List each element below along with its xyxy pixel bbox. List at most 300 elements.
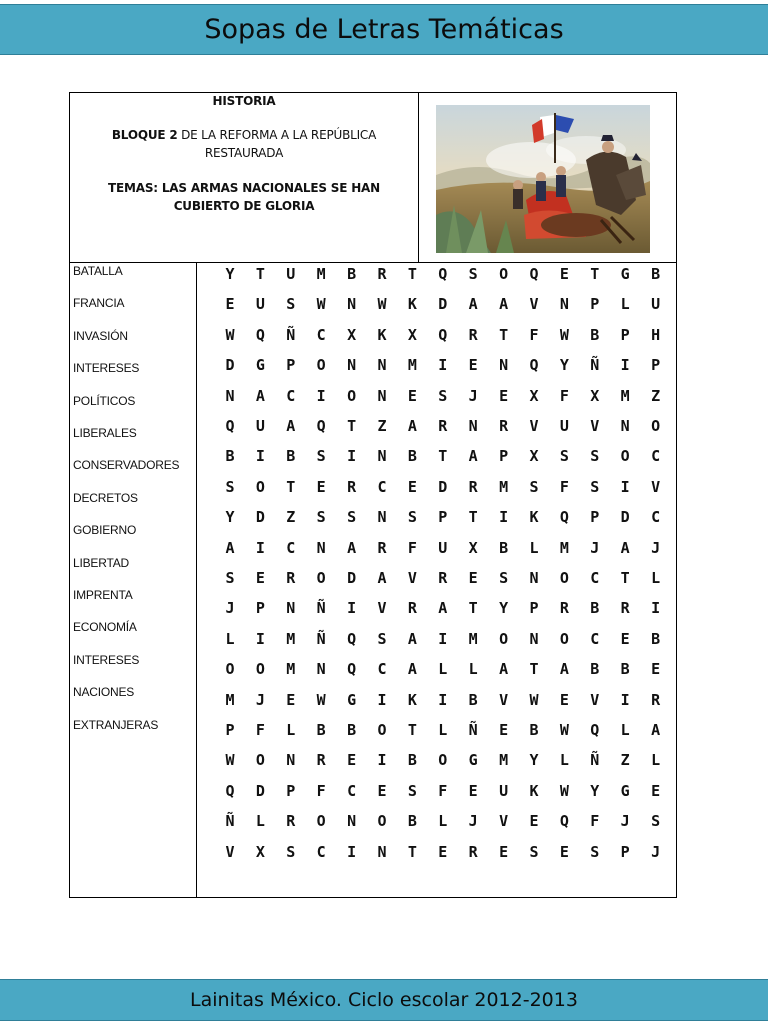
grid-letter[interactable]: J bbox=[590, 538, 600, 557]
grid-letter[interactable]: T bbox=[347, 417, 357, 435]
grid-letter[interactable]: A bbox=[559, 660, 569, 679]
grid-letter[interactable]: B bbox=[620, 660, 630, 679]
grid-letter[interactable]: B bbox=[407, 751, 417, 770]
grid-letter[interactable]: N bbox=[529, 569, 539, 587]
grid-letter[interactable]: P bbox=[286, 356, 296, 375]
grid-letter[interactable]: R bbox=[316, 751, 326, 770]
grid-letter[interactable]: K bbox=[407, 295, 417, 314]
grid-letter[interactable]: R bbox=[499, 417, 509, 435]
grid-letter[interactable]: K bbox=[529, 781, 539, 800]
grid-letter[interactable]: C bbox=[377, 477, 387, 496]
grid-letter[interactable]: S bbox=[286, 295, 296, 314]
grid-letter[interactable]: E bbox=[407, 386, 417, 405]
grid-letter[interactable]: C bbox=[590, 629, 600, 648]
grid-letter[interactable]: E bbox=[316, 477, 326, 496]
grid-letter[interactable]: I bbox=[620, 356, 630, 375]
grid-letter[interactable]: E bbox=[559, 265, 569, 283]
grid-letter[interactable]: A bbox=[499, 295, 509, 314]
grid-letter[interactable]: H bbox=[651, 325, 661, 344]
grid-letter[interactable]: R bbox=[347, 477, 357, 496]
grid-letter[interactable]: B bbox=[347, 721, 357, 739]
grid-letter[interactable]: S bbox=[590, 447, 600, 466]
grid-letter[interactable]: P bbox=[438, 508, 448, 527]
grid-letter[interactable]: I bbox=[620, 477, 630, 496]
grid-letter[interactable]: R bbox=[620, 599, 630, 618]
grid-letter[interactable]: J bbox=[651, 538, 661, 557]
grid-letter[interactable]: O bbox=[377, 721, 387, 739]
grid-letter[interactable]: A bbox=[407, 660, 417, 679]
grid-letter[interactable]: A bbox=[438, 599, 448, 618]
grid-letter[interactable]: P bbox=[590, 508, 600, 527]
grid-letter[interactable]: I bbox=[316, 386, 326, 405]
grid-letter[interactable]: W bbox=[225, 325, 235, 344]
grid-letter[interactable]: M bbox=[499, 477, 509, 496]
grid-letter[interactable]: B bbox=[651, 265, 661, 283]
grid-letter[interactable]: Ñ bbox=[286, 325, 296, 344]
grid-letter[interactable]: O bbox=[499, 629, 509, 648]
grid-letter[interactable]: Z bbox=[651, 386, 661, 405]
grid-letter[interactable]: M bbox=[316, 265, 326, 283]
grid-letter[interactable]: O bbox=[438, 751, 448, 770]
grid-letter[interactable]: M bbox=[225, 690, 235, 709]
grid-letter[interactable]: T bbox=[529, 660, 539, 679]
grid-letter[interactable]: S bbox=[438, 386, 448, 405]
grid-letter[interactable]: F bbox=[438, 781, 448, 800]
grid-letter[interactable]: B bbox=[590, 599, 600, 618]
grid-letter[interactable]: S bbox=[407, 508, 417, 527]
grid-letter[interactable]: N bbox=[377, 842, 387, 861]
grid-letter[interactable]: T bbox=[255, 265, 265, 283]
grid-letter[interactable]: O bbox=[316, 356, 326, 375]
grid-letter[interactable]: V bbox=[590, 690, 600, 709]
grid-letter[interactable]: J bbox=[651, 842, 661, 861]
grid-letter[interactable]: I bbox=[255, 538, 265, 557]
grid-letter[interactable]: L bbox=[225, 629, 235, 648]
grid-letter[interactable]: O bbox=[377, 812, 387, 831]
grid-letter[interactable]: L bbox=[286, 721, 296, 739]
grid-letter[interactable]: L bbox=[620, 295, 630, 314]
grid-letter[interactable]: B bbox=[316, 721, 326, 739]
grid-letter[interactable]: X bbox=[529, 447, 539, 466]
grid-letter[interactable]: I bbox=[438, 629, 448, 648]
grid-letter[interactable]: S bbox=[377, 629, 387, 648]
grid-letter[interactable]: O bbox=[651, 417, 661, 435]
grid-letter[interactable]: O bbox=[255, 660, 265, 679]
grid-letter[interactable]: O bbox=[559, 569, 569, 587]
grid-letter[interactable]: X bbox=[468, 538, 478, 557]
grid-letter[interactable]: Q bbox=[316, 417, 326, 435]
grid-letter[interactable]: E bbox=[651, 781, 661, 800]
grid-letter[interactable]: Ñ bbox=[316, 629, 326, 648]
grid-letter[interactable]: C bbox=[286, 538, 296, 557]
grid-letter[interactable]: B bbox=[468, 690, 478, 709]
grid-letter[interactable]: F bbox=[590, 812, 600, 831]
grid-letter[interactable]: S bbox=[225, 477, 235, 496]
grid-letter[interactable]: C bbox=[377, 660, 387, 679]
grid-letter[interactable]: A bbox=[407, 629, 417, 648]
grid-letter[interactable]: Ñ bbox=[316, 599, 326, 618]
grid-letter[interactable]: M bbox=[499, 751, 509, 770]
grid-letter[interactable]: C bbox=[651, 508, 661, 527]
grid-letter[interactable]: N bbox=[377, 386, 387, 405]
grid-letter[interactable]: B bbox=[407, 812, 417, 831]
grid-letter[interactable]: N bbox=[529, 629, 539, 648]
grid-letter[interactable]: E bbox=[620, 629, 630, 648]
grid-letter[interactable]: T bbox=[438, 447, 448, 466]
grid-letter[interactable]: E bbox=[499, 721, 509, 739]
grid-letter[interactable]: Ñ bbox=[590, 751, 600, 770]
grid-letter[interactable]: S bbox=[590, 477, 600, 496]
grid-letter[interactable]: Q bbox=[438, 265, 448, 283]
grid-letter[interactable]: E bbox=[407, 477, 417, 496]
grid-letter[interactable]: Y bbox=[529, 751, 539, 770]
grid-letter[interactable]: Q bbox=[559, 812, 569, 831]
grid-letter[interactable]: O bbox=[255, 477, 265, 496]
grid-letter[interactable]: I bbox=[377, 751, 387, 770]
grid-letter[interactable]: N bbox=[620, 417, 630, 435]
grid-letter[interactable]: B bbox=[651, 629, 661, 648]
grid-letter[interactable]: T bbox=[590, 265, 600, 283]
grid-letter[interactable]: A bbox=[468, 295, 478, 314]
grid-letter[interactable]: L bbox=[620, 721, 630, 739]
grid-letter[interactable]: O bbox=[316, 569, 326, 587]
grid-letter[interactable]: R bbox=[377, 265, 387, 283]
grid-letter[interactable]: D bbox=[255, 781, 265, 800]
grid-letter[interactable]: V bbox=[407, 569, 417, 587]
grid-letter[interactable]: Q bbox=[590, 721, 600, 739]
grid-letter[interactable]: Ñ bbox=[225, 812, 235, 831]
grid-letter[interactable]: B bbox=[499, 538, 509, 557]
grid-letter[interactable]: B bbox=[286, 447, 296, 466]
grid-letter[interactable]: B bbox=[590, 325, 600, 344]
grid-letter[interactable]: E bbox=[286, 690, 296, 709]
grid-letter[interactable]: Y bbox=[225, 508, 235, 527]
grid-letter[interactable]: N bbox=[377, 447, 387, 466]
grid-letter[interactable]: S bbox=[529, 842, 539, 861]
grid-letter[interactable]: V bbox=[499, 690, 509, 709]
grid-letter[interactable]: N bbox=[559, 295, 569, 314]
grid-letter[interactable]: N bbox=[316, 660, 326, 679]
grid-letter[interactable]: T bbox=[407, 721, 417, 739]
grid-letter[interactable]: W bbox=[377, 295, 387, 314]
grid-letter[interactable]: X bbox=[255, 842, 265, 861]
grid-letter[interactable]: N bbox=[347, 295, 357, 314]
grid-letter[interactable]: F bbox=[529, 325, 539, 344]
grid-letter[interactable]: T bbox=[407, 842, 417, 861]
grid-letter[interactable]: X bbox=[529, 386, 539, 405]
grid-letter[interactable]: P bbox=[225, 721, 235, 739]
grid-letter[interactable]: M bbox=[468, 629, 478, 648]
grid-letter[interactable]: P bbox=[620, 842, 630, 861]
grid-letter[interactable]: P bbox=[590, 295, 600, 314]
grid-letter[interactable]: G bbox=[468, 751, 478, 770]
grid-letter[interactable]: M bbox=[559, 538, 569, 557]
grid-letter[interactable]: Ñ bbox=[590, 356, 600, 375]
grid-letter[interactable]: B bbox=[407, 447, 417, 466]
grid-letter[interactable]: P bbox=[529, 599, 539, 618]
grid-letter[interactable]: X bbox=[590, 386, 600, 405]
grid-letter[interactable]: G bbox=[347, 690, 357, 709]
grid-letter[interactable]: Q bbox=[529, 265, 539, 283]
grid-letter[interactable]: T bbox=[468, 508, 478, 527]
grid-letter[interactable]: S bbox=[225, 569, 235, 587]
grid-letter[interactable]: O bbox=[620, 447, 630, 466]
grid-letter[interactable]: F bbox=[559, 386, 569, 405]
grid-letter[interactable]: Q bbox=[559, 508, 569, 527]
grid-letter[interactable]: M bbox=[286, 629, 296, 648]
grid-letter[interactable]: J bbox=[225, 599, 235, 618]
grid-letter[interactable]: S bbox=[590, 842, 600, 861]
grid-letter[interactable]: T bbox=[499, 325, 509, 344]
grid-letter[interactable]: A bbox=[286, 417, 296, 435]
grid-letter[interactable]: N bbox=[499, 356, 509, 375]
grid-letter[interactable]: R bbox=[407, 599, 417, 618]
grid-letter[interactable]: I bbox=[438, 690, 448, 709]
grid-letter[interactable]: B bbox=[529, 721, 539, 739]
grid-letter[interactable]: T bbox=[620, 569, 630, 587]
grid-letter[interactable]: J bbox=[468, 812, 478, 831]
grid-letter[interactable]: F bbox=[316, 781, 326, 800]
grid-letter[interactable]: L bbox=[559, 751, 569, 770]
grid-letter[interactable]: M bbox=[620, 386, 630, 405]
grid-letter[interactable]: J bbox=[468, 386, 478, 405]
grid-letter[interactable]: E bbox=[559, 690, 569, 709]
grid-letter[interactable]: I bbox=[377, 690, 387, 709]
grid-letter[interactable]: I bbox=[255, 447, 265, 466]
grid-letter[interactable]: C bbox=[590, 569, 600, 587]
grid-letter[interactable]: P bbox=[651, 356, 661, 375]
grid-letter[interactable]: C bbox=[316, 842, 326, 861]
grid-letter[interactable]: O bbox=[225, 660, 235, 679]
grid-letter[interactable]: L bbox=[438, 812, 448, 831]
grid-letter[interactable]: T bbox=[468, 599, 478, 618]
grid-letter[interactable]: D bbox=[438, 477, 448, 496]
grid-letter[interactable]: V bbox=[377, 599, 387, 618]
grid-letter[interactable]: G bbox=[620, 265, 630, 283]
grid-letter[interactable]: R bbox=[559, 599, 569, 618]
grid-letter[interactable]: X bbox=[347, 325, 357, 344]
grid-letter[interactable]: F bbox=[559, 477, 569, 496]
grid-letter[interactable]: D bbox=[620, 508, 630, 527]
grid-letter[interactable]: P bbox=[255, 599, 265, 618]
grid-letter[interactable]: B bbox=[347, 265, 357, 283]
grid-letter[interactable]: G bbox=[620, 781, 630, 800]
grid-letter[interactable]: J bbox=[255, 690, 265, 709]
grid-letter[interactable]: R bbox=[468, 477, 478, 496]
grid-letter[interactable]: V bbox=[651, 477, 661, 496]
grid-letter[interactable]: N bbox=[468, 417, 478, 435]
grid-letter[interactable]: E bbox=[347, 751, 357, 770]
grid-letter[interactable]: A bbox=[255, 386, 265, 405]
grid-letter[interactable]: E bbox=[499, 386, 509, 405]
grid-letter[interactable]: O bbox=[347, 386, 357, 405]
grid-letter[interactable]: E bbox=[468, 356, 478, 375]
grid-letter[interactable]: B bbox=[590, 660, 600, 679]
grid-letter[interactable]: E bbox=[438, 842, 448, 861]
grid-letter[interactable]: N bbox=[347, 812, 357, 831]
grid-letter[interactable]: N bbox=[377, 356, 387, 375]
grid-letter[interactable]: F bbox=[407, 538, 417, 557]
grid-letter[interactable]: A bbox=[347, 538, 357, 557]
grid-letter[interactable]: A bbox=[651, 721, 661, 739]
grid-letter[interactable]: S bbox=[286, 842, 296, 861]
grid-letter[interactable]: A bbox=[499, 660, 509, 679]
grid-letter[interactable]: L bbox=[468, 660, 478, 679]
grid-letter[interactable]: L bbox=[438, 721, 448, 739]
grid-letter[interactable]: R bbox=[377, 538, 387, 557]
grid-letter[interactable]: L bbox=[438, 660, 448, 679]
grid-letter[interactable]: Q bbox=[347, 629, 357, 648]
grid-letter[interactable]: N bbox=[286, 599, 296, 618]
grid-letter[interactable]: W bbox=[559, 325, 569, 344]
grid-letter[interactable]: E bbox=[468, 569, 478, 587]
grid-letter[interactable]: I bbox=[438, 356, 448, 375]
grid-letter[interactable]: N bbox=[347, 356, 357, 375]
grid-letter[interactable]: E bbox=[651, 660, 661, 679]
grid-letter[interactable]: Z bbox=[620, 751, 630, 770]
grid-letter[interactable]: S bbox=[559, 447, 569, 466]
grid-letter[interactable]: V bbox=[529, 417, 539, 435]
grid-letter[interactable]: E bbox=[559, 842, 569, 861]
grid-letter[interactable]: C bbox=[286, 386, 296, 405]
grid-letter[interactable]: E bbox=[255, 569, 265, 587]
grid-letter[interactable]: S bbox=[529, 477, 539, 496]
grid-letter[interactable]: E bbox=[468, 781, 478, 800]
grid-letter[interactable]: N bbox=[286, 751, 296, 770]
grid-letter[interactable]: A bbox=[225, 538, 235, 557]
grid-letter[interactable]: L bbox=[651, 569, 661, 587]
grid-letter[interactable]: T bbox=[407, 265, 417, 283]
grid-letter[interactable]: N bbox=[377, 508, 387, 527]
grid-letter[interactable]: D bbox=[438, 295, 448, 314]
grid-letter[interactable]: F bbox=[255, 721, 265, 739]
grid-letter[interactable]: C bbox=[651, 447, 661, 466]
grid-letter[interactable]: I bbox=[651, 599, 661, 618]
grid-letter[interactable]: Q bbox=[225, 781, 235, 800]
grid-letter[interactable]: V bbox=[499, 812, 509, 831]
grid-letter[interactable]: Q bbox=[255, 325, 265, 344]
grid-letter[interactable]: P bbox=[620, 325, 630, 344]
grid-letter[interactable]: K bbox=[529, 508, 539, 527]
grid-letter[interactable]: S bbox=[407, 781, 417, 800]
grid-letter[interactable]: V bbox=[590, 417, 600, 435]
grid-letter[interactable]: U bbox=[438, 538, 448, 557]
grid-letter[interactable]: S bbox=[468, 265, 478, 283]
grid-letter[interactable]: Q bbox=[347, 660, 357, 679]
grid-letter[interactable]: A bbox=[377, 569, 387, 587]
grid-letter[interactable]: L bbox=[529, 538, 539, 557]
grid-letter[interactable]: E bbox=[529, 812, 539, 831]
grid-letter[interactable]: S bbox=[347, 508, 357, 527]
grid-letter[interactable]: W bbox=[316, 295, 326, 314]
grid-letter[interactable]: Q bbox=[529, 356, 539, 375]
grid-letter[interactable]: Ñ bbox=[468, 721, 478, 739]
grid-letter[interactable]: D bbox=[347, 569, 357, 587]
grid-letter[interactable]: L bbox=[255, 812, 265, 831]
grid-letter[interactable]: R bbox=[438, 569, 448, 587]
grid-letter[interactable]: A bbox=[620, 538, 630, 557]
grid-letter[interactable]: E bbox=[225, 295, 235, 314]
grid-letter[interactable]: D bbox=[255, 508, 265, 527]
grid-letter[interactable]: E bbox=[377, 781, 387, 800]
grid-letter[interactable]: W bbox=[529, 690, 539, 709]
grid-letter[interactable]: K bbox=[407, 690, 417, 709]
grid-letter[interactable]: D bbox=[225, 356, 235, 375]
grid-letter[interactable]: Y bbox=[499, 599, 509, 618]
grid-letter[interactable]: R bbox=[651, 690, 661, 709]
grid-letter[interactable]: Y bbox=[225, 265, 235, 283]
grid-letter[interactable]: S bbox=[651, 812, 661, 831]
grid-letter[interactable]: J bbox=[620, 812, 630, 831]
grid-letter[interactable]: U bbox=[559, 417, 569, 435]
grid-letter[interactable]: N bbox=[316, 538, 326, 557]
grid-letter[interactable]: W bbox=[316, 690, 326, 709]
grid-letter[interactable]: V bbox=[225, 842, 235, 861]
grid-letter[interactable]: W bbox=[559, 781, 569, 800]
grid-letter[interactable]: R bbox=[468, 325, 478, 344]
grid-letter[interactable]: R bbox=[468, 842, 478, 861]
grid-letter[interactable]: B bbox=[225, 447, 235, 466]
grid-letter[interactable]: Y bbox=[559, 356, 569, 375]
grid-letter[interactable]: U bbox=[255, 417, 265, 435]
grid-letter[interactable]: Z bbox=[377, 417, 387, 435]
grid-letter[interactable]: M bbox=[286, 660, 296, 679]
grid-letter[interactable]: W bbox=[559, 721, 569, 739]
grid-letter[interactable]: Q bbox=[438, 325, 448, 344]
grid-letter[interactable]: P bbox=[499, 447, 509, 466]
grid-letter[interactable]: O bbox=[316, 812, 326, 831]
grid-letter[interactable]: R bbox=[286, 812, 296, 831]
grid-letter[interactable]: K bbox=[377, 325, 387, 344]
grid-letter[interactable]: O bbox=[559, 629, 569, 648]
grid-letter[interactable]: E bbox=[499, 842, 509, 861]
grid-letter[interactable]: I bbox=[347, 599, 357, 618]
grid-letter[interactable]: U bbox=[286, 265, 296, 283]
grid-letter[interactable]: I bbox=[499, 508, 509, 527]
grid-letter[interactable]: A bbox=[468, 447, 478, 466]
grid-letter[interactable]: L bbox=[651, 751, 661, 770]
grid-letter[interactable]: U bbox=[651, 295, 661, 314]
grid-letter[interactable]: G bbox=[255, 356, 265, 375]
grid-letter[interactable]: Z bbox=[286, 508, 296, 527]
grid-letter[interactable]: V bbox=[529, 295, 539, 314]
grid-letter[interactable]: X bbox=[407, 325, 417, 344]
grid-letter[interactable]: C bbox=[347, 781, 357, 800]
grid-letter[interactable]: T bbox=[286, 477, 296, 496]
grid-letter[interactable]: O bbox=[255, 751, 265, 770]
grid-letter[interactable]: I bbox=[255, 629, 265, 648]
grid-letter[interactable]: M bbox=[407, 356, 417, 375]
grid-letter[interactable]: S bbox=[499, 569, 509, 587]
grid-letter[interactable]: S bbox=[316, 508, 326, 527]
grid-letter[interactable]: N bbox=[225, 386, 235, 405]
grid-letter[interactable]: O bbox=[499, 265, 509, 283]
grid-letter[interactable]: P bbox=[286, 781, 296, 800]
grid-letter[interactable]: U bbox=[255, 295, 265, 314]
grid-letter[interactable]: Q bbox=[225, 417, 235, 435]
grid-letter[interactable]: S bbox=[316, 447, 326, 466]
grid-letter[interactable]: W bbox=[225, 751, 235, 770]
grid-letter[interactable]: Y bbox=[590, 781, 600, 800]
grid-letter[interactable]: R bbox=[438, 417, 448, 435]
grid-letter[interactable]: I bbox=[620, 690, 630, 709]
grid-letter[interactable]: I bbox=[347, 842, 357, 861]
grid-letter[interactable]: R bbox=[286, 569, 296, 587]
grid-letter[interactable]: I bbox=[347, 447, 357, 466]
grid-letter[interactable]: A bbox=[407, 417, 417, 435]
grid-letter[interactable]: C bbox=[316, 325, 326, 344]
grid-letter[interactable]: U bbox=[499, 781, 509, 800]
